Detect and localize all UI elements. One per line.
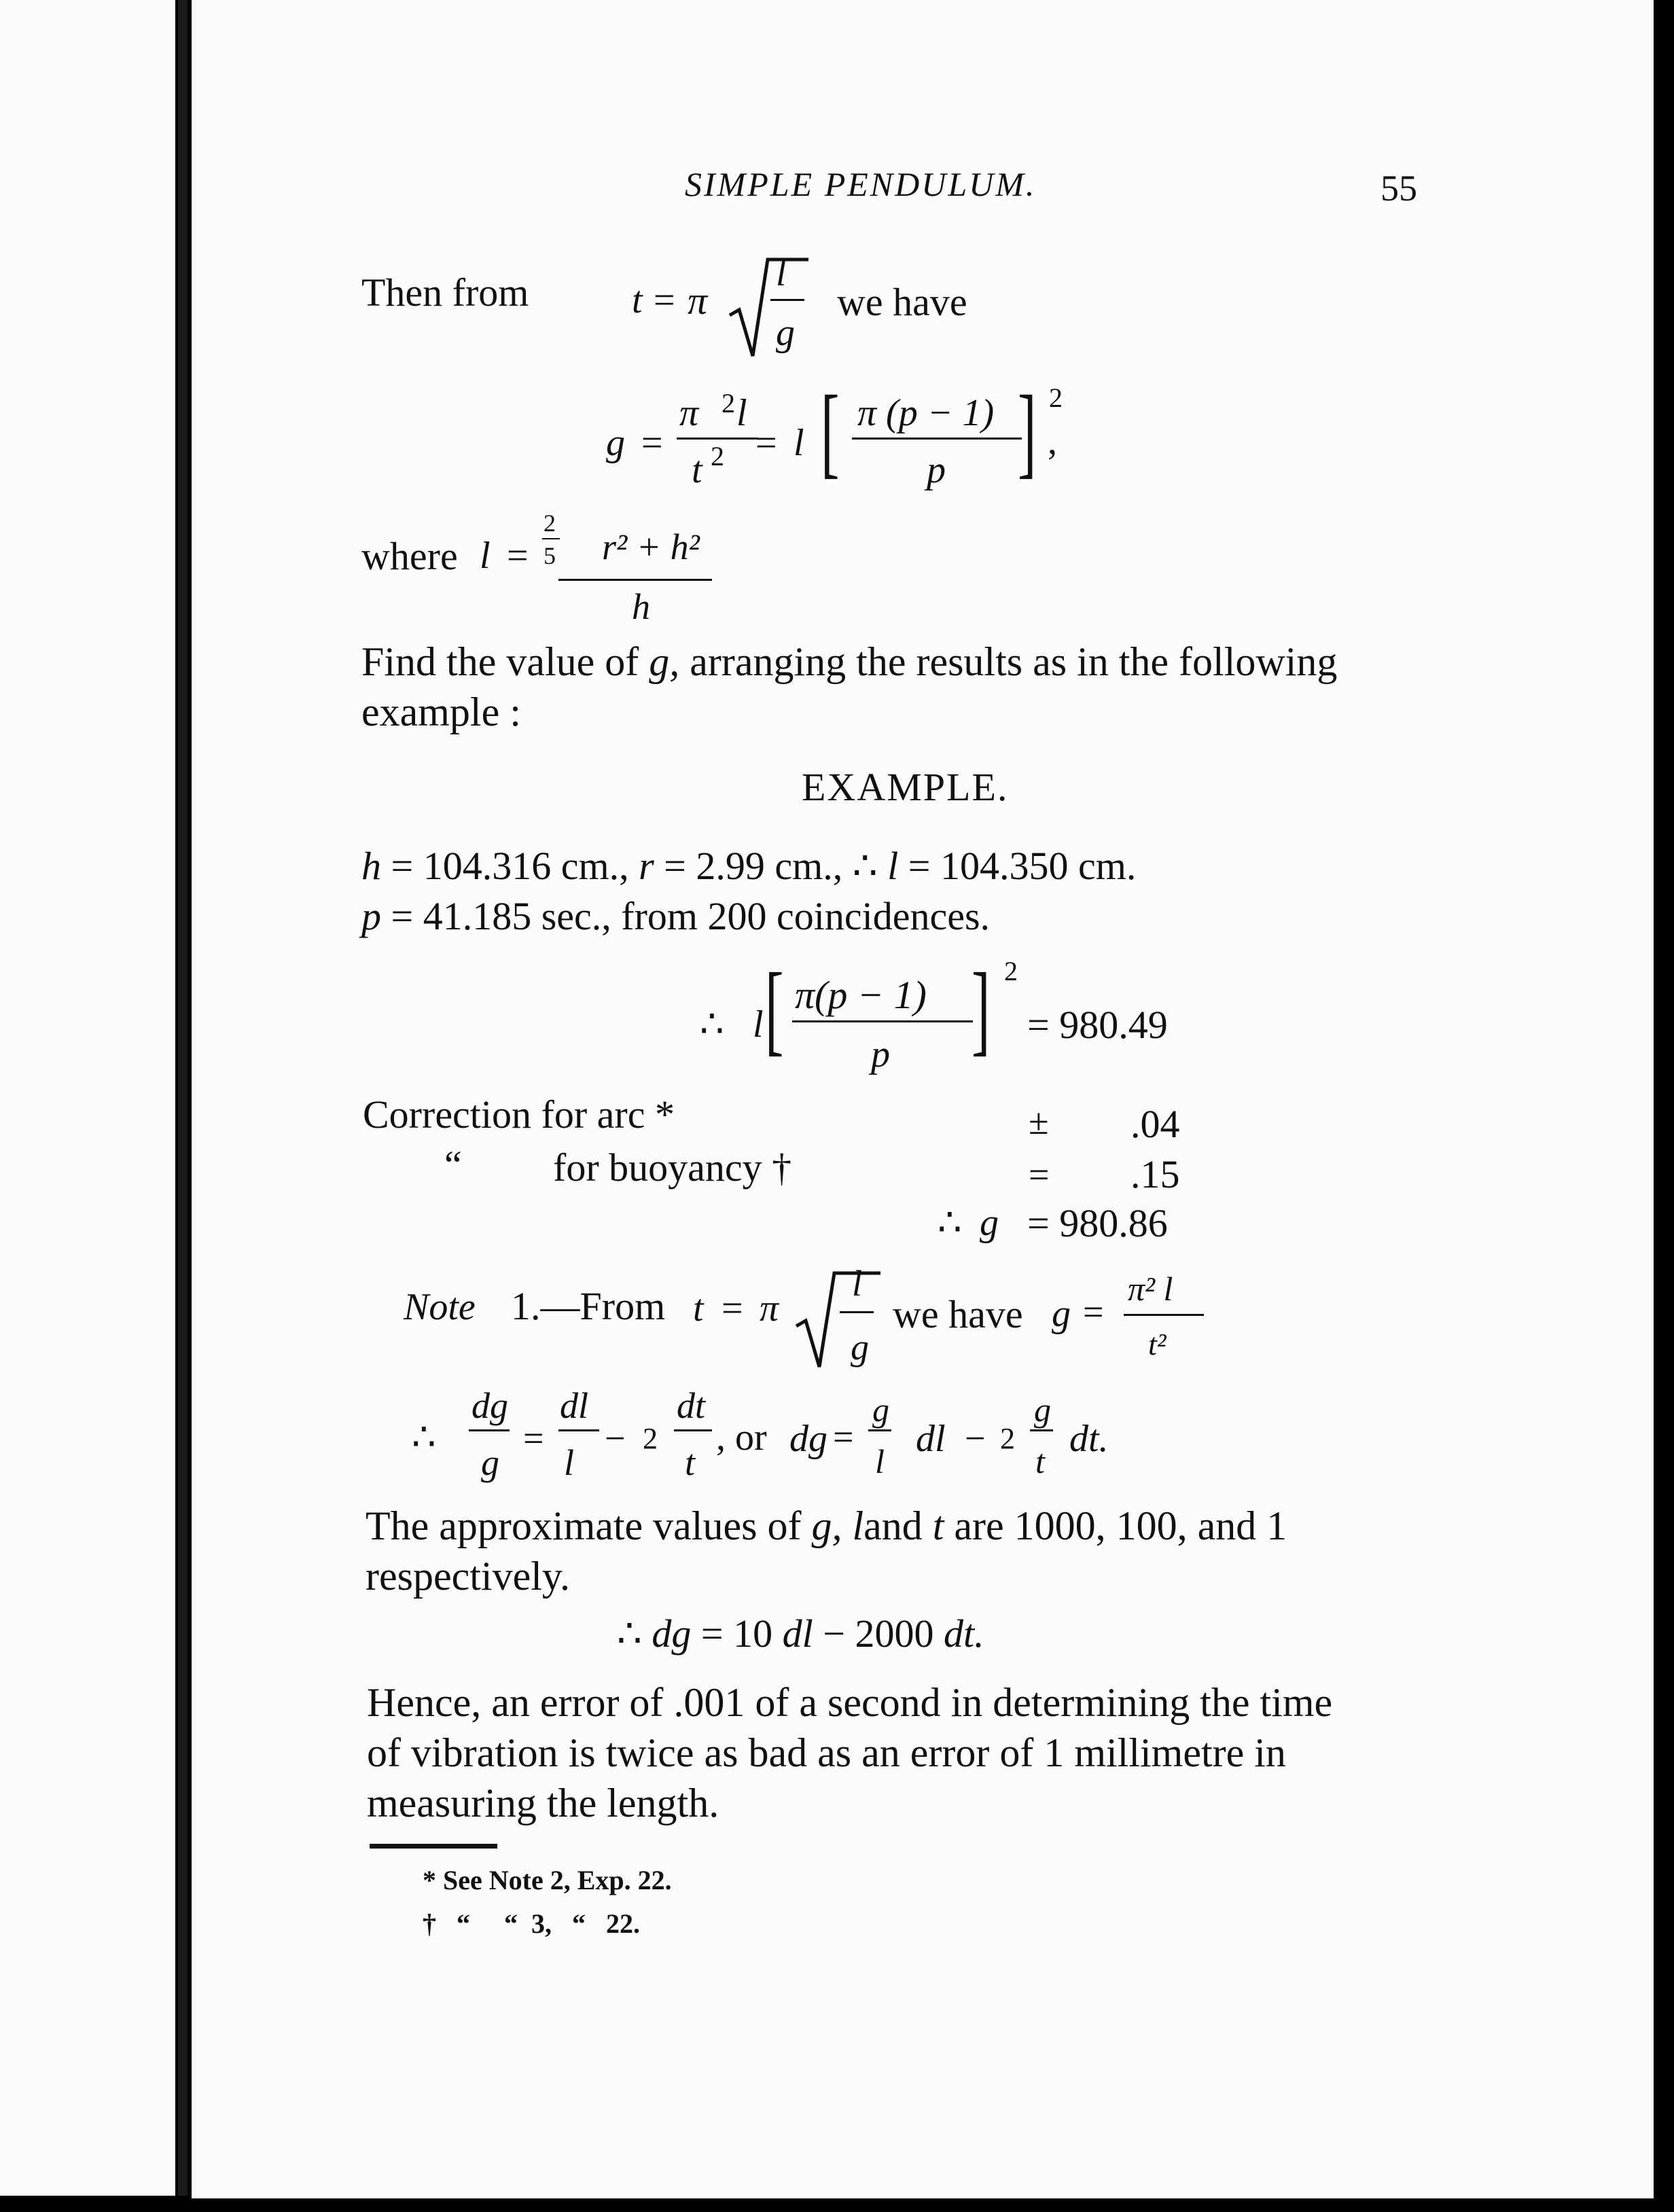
equals: = <box>523 1418 544 1459</box>
equals: = <box>654 279 675 321</box>
frac-num: l <box>776 252 787 294</box>
frac-den: g <box>851 1327 869 1368</box>
footnote-2: † “ “ 3, “ 22. <box>423 1908 640 1939</box>
small-frac-num: 2 <box>544 510 556 537</box>
var-l: l <box>480 535 491 577</box>
example-line-1 <box>361 846 1136 886</box>
therefore-symbol: ∴ <box>700 1003 724 1046</box>
dg: dg <box>652 1611 692 1656</box>
line: Hence, an error of .001 of a second in determining the time <box>367 1680 1333 1725</box>
value: = 104.316 cm., <box>391 844 629 888</box>
intro-text: Then from <box>361 270 529 315</box>
value: − 2000 <box>823 1611 934 1656</box>
frac-num: g <box>872 1391 889 1429</box>
facing-page-margin <box>0 0 175 2196</box>
var-g: g <box>1052 1293 1071 1335</box>
frac-num: dt <box>677 1385 706 1426</box>
right-bracket: ] <box>1018 375 1037 488</box>
fraction-bar <box>868 1429 891 1431</box>
var-g: g <box>606 422 625 464</box>
frac-num: dg <box>471 1385 508 1426</box>
bracket-num: π(p − 1) <box>795 973 927 1017</box>
ditto-mark: “ <box>444 1143 462 1187</box>
g-value: = 980.86 <box>1027 1201 1168 1245</box>
value: = 104.350 cm. <box>908 844 1137 888</box>
bracket-den: p <box>927 449 946 491</box>
small-frac-den: 5 <box>544 542 556 569</box>
sqrt-sign <box>728 246 810 361</box>
var-g: g, <box>811 1503 842 1548</box>
example-heading: EXAMPLE. <box>802 765 1009 809</box>
line: measuring the length. <box>367 1781 719 1825</box>
tail-text: we have <box>837 280 967 324</box>
right-bracket: ] <box>972 952 991 1065</box>
note-text: 1.—From <box>511 1284 666 1328</box>
equals: = <box>507 535 529 577</box>
dg: dg <box>789 1418 827 1460</box>
sup-2: 2 <box>1004 956 1018 986</box>
fraction-bar <box>852 438 1022 440</box>
line: of vibration is twice as bad as an error of 1 millimetre in <box>367 1730 1286 1775</box>
fraction-bar <box>674 1429 712 1431</box>
var-t: t <box>932 1503 944 1548</box>
frac-den: l <box>875 1442 885 1480</box>
text: arranging the results as in the following <box>690 639 1338 684</box>
numerator: r² + h² <box>602 527 700 567</box>
pi-symbol: π <box>760 1287 779 1330</box>
frac-num: g <box>1034 1391 1051 1429</box>
value: = 41.185 sec., from 200 coincidences. <box>391 894 991 938</box>
footnote-1: * See Note 2, Exp. 22. <box>423 1865 672 1895</box>
comma: , <box>1048 421 1057 463</box>
equation-error <box>617 1611 984 1656</box>
text: Find the value of <box>361 639 639 684</box>
buoyancy-label: for buoyancy † <box>553 1145 792 1190</box>
equals: = <box>1083 1291 1104 1332</box>
line: example : <box>361 690 521 734</box>
var-l: l <box>852 1503 864 1548</box>
dt: dt. <box>1069 1418 1109 1460</box>
var-l: l <box>887 844 899 888</box>
dl: dl <box>782 1611 813 1656</box>
scan-border <box>0 2198 1674 2212</box>
coefficient: 2 <box>643 1422 658 1455</box>
arc-label: Correction for arc * <box>363 1092 675 1137</box>
value: = 10 <box>700 1611 773 1656</box>
text: and <box>863 1503 923 1548</box>
fraction-bar <box>840 1311 874 1313</box>
fraction-bar <box>792 1020 973 1022</box>
var-t: t <box>692 449 702 491</box>
we-have-text: we have <box>893 1292 1023 1336</box>
fraction-bar <box>770 299 804 301</box>
sup-2: 2 <box>711 441 724 471</box>
coefficient: 2 <box>1000 1422 1015 1455</box>
frac-den: t <box>1035 1442 1045 1480</box>
page-number: 55 <box>1381 168 1417 209</box>
where-text: where <box>361 534 458 578</box>
frac-num: π² l <box>1128 1270 1173 1308</box>
var-t: t <box>632 279 643 321</box>
sup-2: 2 <box>1049 382 1063 413</box>
var-g: g, <box>649 639 680 684</box>
equals: = <box>833 1416 854 1457</box>
line: respectively. <box>366 1554 570 1599</box>
frac-den: g <box>481 1442 499 1483</box>
example-line-2 <box>361 894 991 938</box>
book-gutter <box>178 0 188 2196</box>
buoyancy-value: .15 <box>1130 1152 1180 1196</box>
text: are 1000, 100, and 1 <box>954 1503 1287 1548</box>
frac-den: l <box>564 1442 575 1483</box>
therefore-symbol: ∴ <box>412 1416 436 1459</box>
frac-den: t² <box>1148 1327 1167 1361</box>
var-l: l <box>753 1003 764 1046</box>
fraction-bar <box>1124 1314 1204 1316</box>
var-h: h <box>361 844 381 888</box>
var-p: p <box>361 894 381 938</box>
arc-sign: ± <box>1029 1101 1049 1142</box>
fraction-bar <box>677 438 758 440</box>
var-r: r <box>639 844 654 888</box>
bracket-den: p <box>871 1033 890 1075</box>
denominator: h <box>632 586 650 627</box>
pi-symbol: π <box>679 392 699 434</box>
text: The approximate values of <box>366 1503 802 1548</box>
pi-symbol: π <box>688 279 708 323</box>
equals: = <box>722 1287 743 1330</box>
therefore-symbol: ∴ <box>938 1202 962 1244</box>
running-head: SIMPLE PENDULUM. <box>685 165 1037 203</box>
var-g: g <box>980 1202 999 1244</box>
note-label: Note <box>404 1286 476 1328</box>
frac-den: g <box>776 312 795 354</box>
var-l: l <box>794 422 804 464</box>
bracket-num: π (p − 1) <box>857 392 995 434</box>
sup-2: 2 <box>722 388 735 418</box>
fraction-bar <box>558 579 712 581</box>
equals: = <box>755 422 777 464</box>
frac-den: t <box>685 1442 696 1483</box>
dl: dl <box>916 1418 946 1460</box>
equals: = <box>641 422 663 464</box>
var-l: l <box>736 392 747 434</box>
value: = 980.49 <box>1027 1003 1168 1047</box>
dt: dt. <box>943 1611 984 1656</box>
fraction-bar <box>1030 1429 1053 1431</box>
var-t: t <box>693 1287 704 1330</box>
minus: − <box>605 1418 626 1459</box>
minus: − <box>965 1418 986 1459</box>
value: = 2.99 cm., <box>664 844 843 888</box>
left-bracket: [ <box>765 952 784 1065</box>
fraction-bar <box>558 1429 599 1431</box>
frac-num: dl <box>560 1385 589 1426</box>
footnote-rule <box>370 1844 497 1849</box>
fraction-bar <box>469 1429 510 1431</box>
left-bracket: [ <box>821 375 840 488</box>
arc-value: .04 <box>1130 1102 1180 1146</box>
or-text: , or <box>716 1416 767 1459</box>
line <box>361 641 1337 682</box>
sqrt-sign <box>795 1258 883 1374</box>
therefore-symbol: ∴ <box>852 844 878 888</box>
frac-num: l <box>852 1263 863 1304</box>
therefore-symbol: ∴ <box>617 1611 642 1656</box>
line <box>366 1505 1287 1546</box>
buoyancy-sign: = <box>1029 1154 1050 1195</box>
small-fraction-bar <box>542 538 560 539</box>
